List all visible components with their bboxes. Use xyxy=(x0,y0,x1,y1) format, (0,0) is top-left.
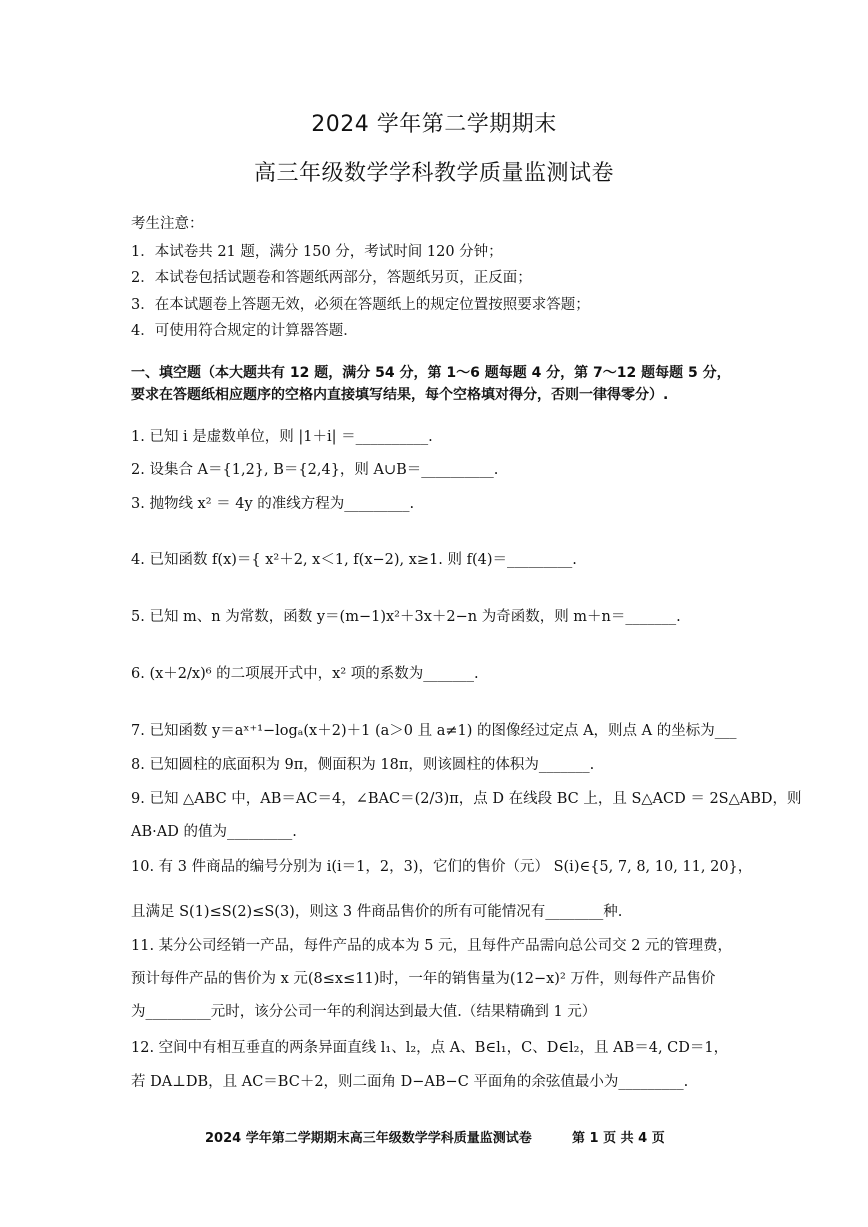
section-heading-line2: 要求在答题纸相应题序的空格内直接填写结果，每个空格填对得分，否则一律得零分）. xyxy=(131,387,669,403)
notice-heading: 考生注意： xyxy=(131,216,204,232)
question-10-line2: 且满足 S(1)≤S(2)≤S(3)，则这 3 件商品售价的所有可能情况有________种. xyxy=(131,904,623,920)
question-11-line2: 预计每件产品的售价为 x 元(8≤x≤11)时，一年的销售量为(12−x)² 万件，则每件产品售价 xyxy=(131,971,716,987)
question-2: 2. 设集合 A＝{1,2}, B＝{2,4}，则 A∪B＝__________. xyxy=(131,462,499,478)
question-7: 7. 已知函数 y＝aˣ⁺¹−logₐ(x＋2)＋1 (a＞0 且 a≠1) 的图像经过定点 A，则点 A 的坐标为___ xyxy=(131,723,737,739)
question-11-line3: 为_________元时，该分公司一年的利润达到最大值.（结果精确到 1 元） xyxy=(131,1004,597,1020)
question-12-line2: 若 DA⊥DB，且 AC＝BC＋2，则二面角 D−AB−C 平面角的余弦值最小为_________. xyxy=(131,1074,689,1090)
notice-item-1: 1．本试卷共 21 题，满分 150 分，考试时间 120 分钟； xyxy=(131,244,503,260)
section-heading-line1: 一、填空题（本大题共有 12 题，满分 54 分，第 1～6 题每题 4 分，第 7～12 题每题 5 分， xyxy=(131,365,731,381)
question-6: 6. (x＋2/x)⁶ 的二项展开式中，x² 项的系数为_______. xyxy=(131,666,479,682)
question-3: 3. 抛物线 x² ＝ 4y 的准线方程为_________. xyxy=(131,496,415,512)
question-12-line1: 12. 空间中有相互垂直的两条异面直线 l₁、l₂，点 A、B∈l₁，C、D∈l₂，且 AB＝4, CD＝1， xyxy=(131,1040,729,1056)
question-1: 1. 已知 i 是虚数单位，则 |1＋i| ＝__________. xyxy=(131,429,433,445)
question-10-line1: 10. 有 3 件商品的编号分别为 i(i＝1，2，3)，它们的售价（元） S(i)∈{5, 7, 8, 10, 11, 20}， xyxy=(131,859,753,875)
footer-exam-name: 2024 学年第二学期期末高三年级数学学科质量监测试卷 xyxy=(205,1131,532,1146)
notice-item-2: 2．本试卷包括试题卷和答题纸两部分，答题纸另页，正反面； xyxy=(131,270,532,286)
title-line2: 高三年级数学学科教学质量监测试卷 xyxy=(253,161,614,186)
notice-item-3: 3．在本试题卷上答题无效，必须在答题纸上的规定位置按照要求答题； xyxy=(131,297,590,313)
question-9-line2: AB·AD 的值为_________. xyxy=(131,824,297,840)
footer-page-info: 第 1 页 共 4 页 xyxy=(572,1131,665,1146)
title-line1: 2024 学年第二学期期末 xyxy=(311,112,557,137)
question-11-line1: 11. 某分公司经销一产品，每件产品的成本为 5 元，且每件产品需向总公司交 2 元的管理费， xyxy=(131,938,733,954)
question-5: 5. 已知 m、n 为常数，函数 y＝(m−1)x²＋3x＋2−n 为奇函数，则 m＋n＝_______. xyxy=(131,609,681,625)
question-4: 4. 已知函数 f(x)＝{ x²＋2, x＜1, f(x−2), x≥1. 则 f(4)＝_________. xyxy=(131,552,577,568)
question-8: 8. 已知圆柱的底面积为 9π，侧面积为 18π，则该圆柱的体积为_______. xyxy=(131,757,595,773)
notice-item-4: 4．可使用符合规定的计算器答题． xyxy=(131,323,358,339)
question-9-line1: 9. 已知 △ABC 中，AB＝AC＝4，∠BAC＝(2/3)π，点 D 在线段 BC 上，且 S△ACD ＝ 2S△ABD，则 xyxy=(131,791,802,807)
